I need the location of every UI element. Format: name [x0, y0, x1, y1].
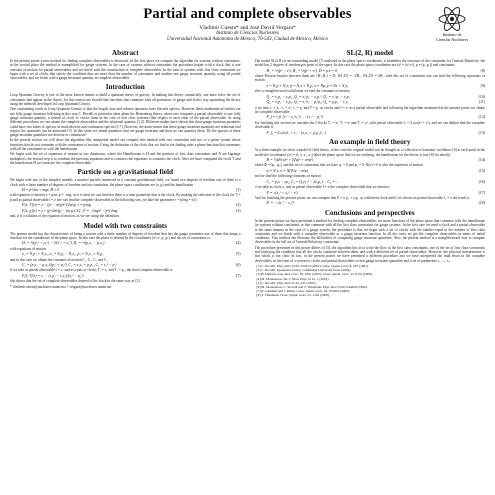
- abstract-heading: Abstract: [111, 49, 139, 57]
- introduction-paragraph: One outstanding result in Loop Quantum Gravity is that the length, area and volume operators have discrete spectra. However these mathematical entities are not fully gauge invariant following in this way C. Rovelli in particular ideas about the Heisenberg theory, where one computes a partial observable to one fully gauge invariant quantity, a system of clock or clocks (time in the case of first class systems) that respect to each other of the partial observable. In using different procedures we can obtain the complete observables and the relational quantity [1,2]. Different studies have shown that these gauge invariant quantities could have two kinds of spectra, as main discrete and continuous spectra [3-7]. However, the main reason that these gauge invariant quantities are relational and respect the quantities can be measured [3]. In this sense we obtain quantities that are gauge invariant and then we can quantize them. Do the spectra of these gauge invariant quantities are discrete or continuous?: [10, 107, 241, 138]
- equation: F = √(x₁² + x₂² − τ²) (17): [266, 190, 485, 195]
- equation: F_f₃ = 4 cos[τ₁ + τ₂ − (x₁x₂ + p₁p₂)/...] (13): [266, 130, 485, 135]
- introduction-paragraph: In the present section we will show the algorithm like interpreted model can compute this method with two constraints and two of a given system where functions that do not commute with the constraints of motion. Using the definition of the clock that we find in the finding rules a phase function that commutes with all the constraints or with the hamiltonian.: [10, 138, 241, 152]
- equation: D₁ = ½(p₁² + p₂²) − ½(x₁² + x₂²), D₂ = ½(p₁x₂ − p₂x₁) (4): [22, 241, 241, 246]
- sl2r-heading: SL(2, R) model: [346, 49, 394, 57]
- affiliation-institute: Instituto de Ciencias Nucleares: [216, 31, 279, 36]
- footnote: * vladimir.cuesta@nucleares.unam.mx † vergara@nucleares.unam.mx: [10, 284, 112, 289]
- equation: Q₁ = x₁p₂ − x₂p₁, Q₂ = x₁²p₂ − x₂p₁², Q₃ = x₁²p₁ − x₂p₂ (10): [266, 94, 485, 99]
- atom-logo-icon: [437, 6, 467, 32]
- equation: φ̇ = N π, π̇ = N(∇²φ − m²φ) (15): [266, 168, 485, 173]
- two-constraints-text: and in this case we obtain the constants of motion C₁, C₂, C₃ and C₄: [10, 257, 108, 262]
- equation: F_f = τ₂(τ₁²τ² − x₁²x₂²) ... / (x₁² − p₁²) (12): [266, 115, 485, 120]
- equation: C₁ = p₂x − xp₂, C₂ = Q₁(x₁² − 2x₁p₁) ... C₃ = ... (16): [266, 179, 485, 184]
- right-column: [255, 46, 486, 491]
- sl2r-text: after a straightforward calculation we find the constants of motion: [254, 89, 350, 94]
- gravitational-field-heading: Particle on a gravitational field: [77, 168, 173, 177]
- gravitational-field-text: with equation of motion ż = p/m, ṗ = −mg, so it is then we can find that there is a time parameter that is the clock. By making the selection of the clock for T = p and as partial observable f = z one can find the complete observable in the following way, we take the parameter τ = p/mg = t(τ).: [10, 193, 241, 202]
- reference-item: [7] R. Gambini and J. Pullin, Class. Quant. Grav. 26, 035002 (2009).: [256, 289, 350, 294]
- reference-item: [5] C. Rovelli, Phys. Rev. D 43, 442 (1991).: [256, 280, 317, 285]
- left-column: [10, 46, 241, 491]
- introduction-paragraph: Loop Quantum Gravity is one of the most known intents to build a quantum theory of gravity. In making this theory canonically, one must solve the set of constraints that appear in the theory, for this reason one should find functions that commute with all generators of gauge and in this way quantizing the theory using the methods developed in Loop Quantum Gravity.: [10, 93, 241, 107]
- two-constraints-text: this shows that the set of complete observables depend of the clock in the same way as [3].: [10, 279, 141, 284]
- reference-item: [3] B. Dittrich, Gen. Rel. Grav. 39, 1891 (2007); Class. Quant. Grav. 23, 6155 (2006).: [256, 272, 373, 277]
- reference-item: [4] M. Montesinos, Int. J. Mod. Phys. D 10, 1 (2001).: [256, 276, 330, 281]
- abstract-text: In the present poster a new method for finding complete observables is discussed. In the first place we compute the algorithm for systems without constraints, in the second place the method is exemplified for gauge systems. In the case of systems without constraints the procedure begins with a clock that is one constant of motion for partial observables and we finish with the construction of complete observables. In the case of systems with first class constraints we begin with a set of clocks that satisfy the condition that are more than the number of constraints and another one gauge invariant quantity, using all partial observables, and we finish with a gauge invariant quantity in complete observables.: [10, 59, 241, 81]
- gravitational-field-text: We begin with one of the simplest models, a massive particle immersed in a constant gravitational field, we found two degrees of freedom one of them is a clock with a finite number of degrees of freedom and we constraints, the phase space coordinates are (z, p) and the hamiltonian: [10, 178, 241, 187]
- reference-item: [2] C. Rovelli, Quantum Gravity, Cambridge University Press (2004).: [256, 268, 352, 273]
- equation: H = p²/2m + mgz, H ≈ 0 (1): [22, 187, 241, 192]
- conclusions-text: In the present poster we have presented a method for finding complete observables, we more functions of the phase space that commute with the hamiltonian for systems without constraints or that commute with all the first class constraints for gauge systems. In the first case we need a clock and a partial observable in the same manner in the case of a gauge system, the procedure is that we begin with a set of clocks with the number equal to the number of first class constraints and we finish with a complete observable or a gauge invariant function. In all the cases we get the complete observables in terms of initial conditions. This method can illustrate the difficulties of computing gauge invariant quantities. Also, the present method is a straightforward way to compute observables in the full set of General Relativity constraints.: [254, 218, 485, 245]
- equation: H₁ = ½(p² − x²), H₂ = ½(p² + x²), D = p·x = 0, (8): [266, 68, 485, 73]
- equation: ẋ₁ = N₁p₁ + N₂x₂, ẋ₂ = N₁p₂ − N₂x₁, ṗ₁ = N₁x₁ + N₂p₂ (5): [22, 251, 241, 256]
- introduction-heading: Introduction: [105, 83, 145, 92]
- field-theory-text: As a final example we show a model of field theory, in this case the original model can be thought as a collection of harmonic oscillators [6] at each point in the model the coordinates (x¹) = (t, x, x₁, x₂) label the phase space that we are studying, the hamiltonian for the theory is (see [8] for details): [254, 148, 485, 157]
- field-theory-heading: An example in field theory: [329, 138, 411, 147]
- equation: H = ½∫d³x (π² + (∇φ)² + m²φ²) (14): [266, 157, 485, 162]
- sl2r-text: where Poisson bracket between them are {H₁,H₂} = D, {H₁,D} = −2H₁, {H₂,D} = 2H₂, with this set of constraints one can find the following equations of motion: [254, 74, 485, 83]
- affiliation-university: Universidad Nacional Autónoma de México, 70-543, Ciudad de México, México: [167, 37, 328, 42]
- gravitational-field-text: and, it is a solution of the equation of motion, as we see using the definition.: [10, 214, 120, 219]
- equation: C₁ = (p₁x₂ − p₂x₁)/(p₁² + p₂²), C₂ = x₁x₂ + p₁p₂, C₃ = x₁² − p₁² (6): [22, 262, 241, 267]
- equation: F[f; T](τ) = x₁ − (τ₁p₂ − τ₂x₂)/(x₂² − p₂²) (7): [22, 273, 241, 278]
- equation: F[z; T](τ) = z − (p² − m²g²τ²)/2m²g, τ = p/mg (2): [22, 203, 241, 208]
- conclusions-text: The procedure presented in this poster differs of [3], the algorithm lies in to write the flow of the first class constraints, one of the set of first class constraints and satisfying the condition that all the clocks commute between them, and with a different set of partial observables. However, the physical interpretation is that which is not clear. In fact, in the present poster we have presented a different procedure and we have interpreted the final result in the complete observables, in the form of a system of clocks and partial observables so that gauge invariant quantities and a set of parameters τ₁, ..., τₙ.: [254, 245, 485, 263]
- equation: ẋ = N₁p + N₂x, ṗ = N₁x + N₃p, ẋ = Np, ṗ = Nx + N₂x, (9): [266, 83, 485, 88]
- sl2r-text: For finishing this section we can take the 3 clocks T₁ = x¹, T₂ = x² and T₃ = x³, with partial observable f₃ = 4 cos(x¹ + x²), and we can deduce that the complete observable is: [254, 121, 485, 130]
- institute-logo: [423, 6, 481, 42]
- field-theory-text: and we find the following constants of motion: [254, 174, 321, 179]
- two-constraints-text: with equations of motion: [10, 246, 47, 251]
- field-theory-text: where Φ = (φ₁, φ₂), and the set of constraints that we have φ₁ = 0 and φ₂ = 0, N(x) = 0 is also the equations of motion: [254, 163, 423, 168]
- equation: E' = −√(τ₂² − x₁²) (18): [266, 201, 485, 206]
- logo-caption-line-2: Ciencias Nucleares: [435, 37, 469, 42]
- equation: Q₄ = x₁p₁ − x₂p₂, Q₅ = x₁²x₂ − p₁²p₂, Q₆ = p₁p₂ − x₁x₂ (11): [266, 100, 485, 105]
- references-list: [255, 264, 486, 298]
- reference-item: [1] C. Rovelli, Phys. Rev. D 65, 124013 (2002); Class. Quant. Grav. 8, 297 (1991).: [256, 263, 369, 268]
- field-theory-text: And for finishing the present poster we can compute that E = x₁p₂ + x₂p₁ as a different clock and if we choose as partial observable f₂ = x the result is: [254, 196, 470, 201]
- authors: Vladimir Cuesta* and José David Vergara*: [199, 25, 296, 31]
- equation: F[z; p](τ) = z + (p²/2m²g) − (m g τ²)/2 , F = −(mgτ² − p²)/2mg (3): [22, 208, 241, 213]
- two-constraints-text: The present model has the characteristic of being a system with a finite number of degrees of freedom that has the gauge symmetry one of them that keeps a function for the coordinates of the phase space. In this case the phase is labeled by the coordinates (x¹,x², p₁,p₂) and the set of constraints is:: [10, 231, 241, 240]
- reference-item: [8] T. Thiemann, Class. Quant. Grav. 23, 1163 (2006).: [256, 293, 330, 298]
- conclusions-heading: Conclusions and perspectives: [324, 208, 415, 217]
- logo-caption-line-1: Instituto de: [442, 32, 462, 37]
- reference-item: [6] M. Montesinos, C. Rovelli and T. Thiemann, Phys. Rev. D 60, 044009 (1999).: [256, 284, 368, 289]
- introduction-paragraph: We begin with the set of equations of motion in one dimension, where the Hamiltonian is H and the position of first class constraints and N are lagrange multipliers, the second step is to combine the previous equations and to construct the equations to construct the clock. After we have computed the clock T and the hamiltonian H we construct the complete observable.: [10, 152, 241, 165]
- sl2r-text: if we take τ₁ = x₁, τ₂ = x², τ₃ = p₁ and T = p₂ as clocks and f = x² as a partial observable and following the algorithm mentioned in the present poster we obtain the complete observable: [254, 105, 485, 115]
- two-constraints-heading: Model with two constraints: [83, 221, 168, 230]
- sl2r-text: The model SL(2,R) is an outstanding model [7] analyzed in the phase space coordinates, it resembles the structure of the constraints for General Relativity; the model has 2 degrees of freedom per point of the space. In this case the phase space coordinates are (x¹ = (x¹,x²), p = (p₁,p₂)) and constraints: [254, 59, 485, 68]
- field-theory-text: if we take as clock x₂ and as partial observable f = x the complete observable that we obtain is: [254, 185, 390, 190]
- two-constraints-text: if we take as partial observable f = x₁ and as a pair of clocks T₁ = x₂ and T₂ = p₂, the final complete observable is: [10, 268, 173, 273]
- poster-title: Partial and complete observables: [143, 6, 352, 22]
